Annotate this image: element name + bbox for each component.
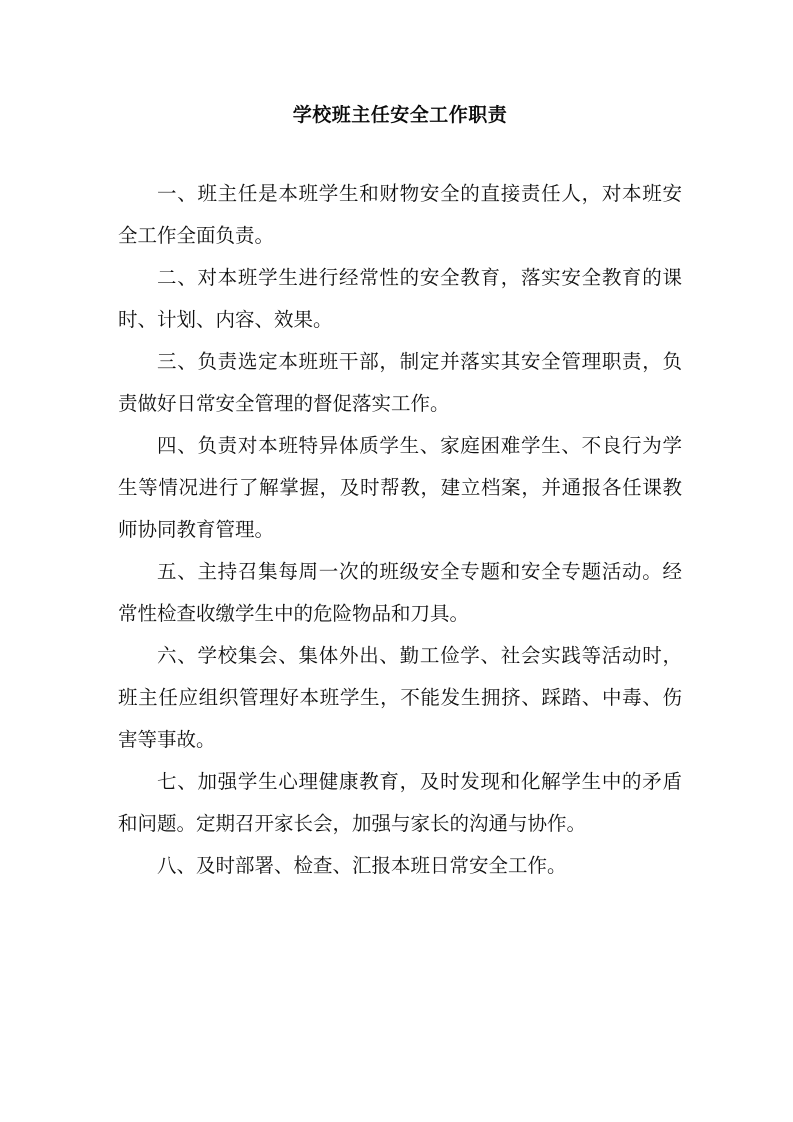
document-body [118, 173, 682, 887]
paragraph-3: 三、负责选定本班班干部，制定并落实其安全管理职责，负责做好日常安全管理的督促落实工作。 [118, 351, 682, 415]
paragraph-8: 八、及时部署、检查、汇报本班日常安全工作。 [157, 855, 567, 877]
page-title: 学校班主任安全工作职责 [292, 105, 508, 126]
document-content [118, 0, 682, 887]
paragraph-5: 五、主持召集每周一次的班级安全专题和安全专题活动。经常性检查收缴学生中的危险物品和刀具。 [118, 561, 682, 625]
paragraph-6: 六、学校集会、集体外出、勤工俭学、社会实践等活动时，班主任应组织管理好本班学生，不能发生拥挤、踩踏、中毒、伤害等事故。 [118, 645, 682, 751]
paragraph-1: 一、班主任是本班学生和财物安全的直接责任人，对本班安全工作全面负责。 [118, 183, 682, 247]
paragraph-4: 四、负责对本班特异体质学生、家庭困难学生、不良行为学生等情况进行了解掌握，及时帮教，建立档案，并通报各任课教师协同教育管理。 [118, 435, 682, 541]
paragraph-2: 二、对本班学生进行经常性的安全教育，落实安全教育的课时、计划、内容、效果。 [118, 267, 682, 331]
paragraph-7: 七、加强学生心理健康教育，及时发现和化解学生中的矛盾和问题。定期召开家长会，加强与家长的沟通与协作。 [118, 771, 682, 835]
